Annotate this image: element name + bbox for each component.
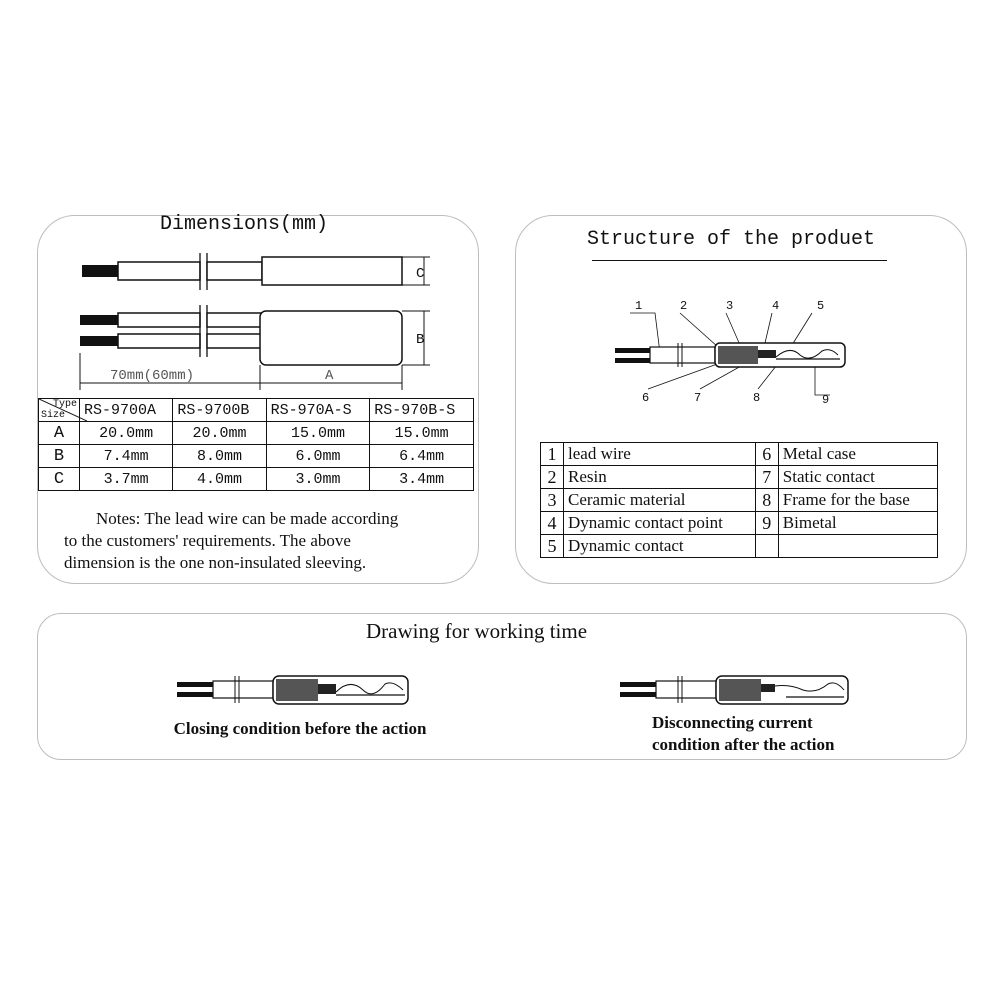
table-row bbox=[39, 468, 474, 491]
structure-title-underline bbox=[592, 260, 887, 261]
value-cell: 4.0mm bbox=[173, 468, 266, 491]
table-row bbox=[541, 489, 938, 512]
value-cell: 3.0mm bbox=[266, 468, 370, 491]
model-header: RS-9700A bbox=[80, 399, 173, 422]
part-number: 5 bbox=[541, 535, 564, 558]
wire-length-label: 70mm(60mm) bbox=[110, 368, 195, 384]
part-label: lead wire bbox=[564, 443, 756, 466]
part-number: 3 bbox=[541, 489, 564, 512]
label-c: C bbox=[416, 266, 425, 282]
part-label bbox=[778, 535, 937, 558]
table-row bbox=[541, 535, 938, 558]
size-cell: C bbox=[39, 468, 80, 491]
callout-number: 9 bbox=[822, 393, 830, 407]
table-row bbox=[541, 466, 938, 489]
dimensions-drawing bbox=[70, 245, 470, 395]
size-cell: A bbox=[39, 422, 80, 445]
label-a: A bbox=[325, 368, 334, 384]
callout-number: 3 bbox=[726, 299, 734, 313]
value-cell: 6.0mm bbox=[266, 445, 370, 468]
model-header: RS-970A-S bbox=[266, 399, 370, 422]
parts-table bbox=[540, 442, 938, 558]
dimensions-table bbox=[38, 398, 474, 491]
callout-number: 7 bbox=[694, 391, 702, 405]
value-cell: 3.4mm bbox=[370, 468, 474, 491]
notes-line: Notes: The lead wire can be made according bbox=[96, 509, 399, 528]
part-number: 8 bbox=[755, 489, 778, 512]
disconnecting-probe-drawing bbox=[618, 670, 858, 710]
structure-title: Structure of the produet bbox=[587, 228, 876, 251]
part-number: 9 bbox=[755, 512, 778, 535]
part-label: Static contact bbox=[778, 466, 937, 489]
part-label: Frame for the base bbox=[778, 489, 937, 512]
part-label: Dynamic contact bbox=[564, 535, 756, 558]
disconnecting-caption bbox=[620, 712, 890, 756]
table-row bbox=[39, 445, 474, 468]
table-header-row bbox=[39, 399, 474, 422]
dimensions-notes bbox=[64, 508, 474, 574]
value-cell: 3.7mm bbox=[80, 468, 173, 491]
cutaway-probe-icon bbox=[615, 343, 845, 367]
part-number bbox=[755, 535, 778, 558]
part-number: 7 bbox=[755, 466, 778, 489]
closing-caption: Closing condition before the action bbox=[173, 719, 427, 738]
notes-line: dimension is the one non-insulated sleeving. bbox=[64, 553, 367, 572]
value-cell: 20.0mm bbox=[80, 422, 173, 445]
disconnecting-caption-line: Disconnecting current bbox=[652, 713, 813, 732]
callout-number: 8 bbox=[753, 391, 761, 405]
value-cell: 6.4mm bbox=[370, 445, 474, 468]
part-number: 6 bbox=[755, 443, 778, 466]
model-header: RS-970B-S bbox=[370, 399, 474, 422]
working-title: Drawing for working time bbox=[366, 619, 588, 643]
part-label: Dynamic contact point bbox=[564, 512, 756, 535]
callout-number: 6 bbox=[642, 391, 650, 405]
table-row bbox=[541, 512, 938, 535]
callout-number: 5 bbox=[817, 299, 825, 313]
value-cell: 15.0mm bbox=[266, 422, 370, 445]
callout-number: 4 bbox=[772, 299, 780, 313]
type-size-corner: Type Size bbox=[39, 399, 80, 422]
size-cell: B bbox=[39, 445, 80, 468]
part-number: 4 bbox=[541, 512, 564, 535]
notes-line: to the customers' requirements. The above bbox=[64, 531, 351, 550]
part-label: Bimetal bbox=[778, 512, 937, 535]
disconnecting-caption-line: condition after the action bbox=[652, 735, 835, 754]
large-probe-icon bbox=[80, 305, 430, 365]
disconnecting-probe-icon bbox=[620, 676, 848, 704]
value-cell: 7.4mm bbox=[80, 445, 173, 468]
dimensions-title: Dimensions(mm) bbox=[160, 213, 329, 236]
small-probe-icon bbox=[82, 253, 430, 290]
part-number: 2 bbox=[541, 466, 564, 489]
table-row bbox=[541, 443, 938, 466]
value-cell: 8.0mm bbox=[173, 445, 266, 468]
part-label: Metal case bbox=[778, 443, 937, 466]
closing-probe-icon bbox=[177, 676, 408, 704]
callout-number: 1 bbox=[635, 299, 643, 313]
table-row bbox=[39, 422, 474, 445]
closing-probe-drawing bbox=[175, 670, 415, 710]
part-label: Resin bbox=[564, 466, 756, 489]
value-cell: 20.0mm bbox=[173, 422, 266, 445]
structure-drawing bbox=[600, 295, 860, 410]
label-b: B bbox=[416, 332, 425, 348]
model-header: RS-9700B bbox=[173, 399, 266, 422]
value-cell: 15.0mm bbox=[370, 422, 474, 445]
part-label: Ceramic material bbox=[564, 489, 756, 512]
part-number: 1 bbox=[541, 443, 564, 466]
callout-number: 2 bbox=[680, 299, 688, 313]
